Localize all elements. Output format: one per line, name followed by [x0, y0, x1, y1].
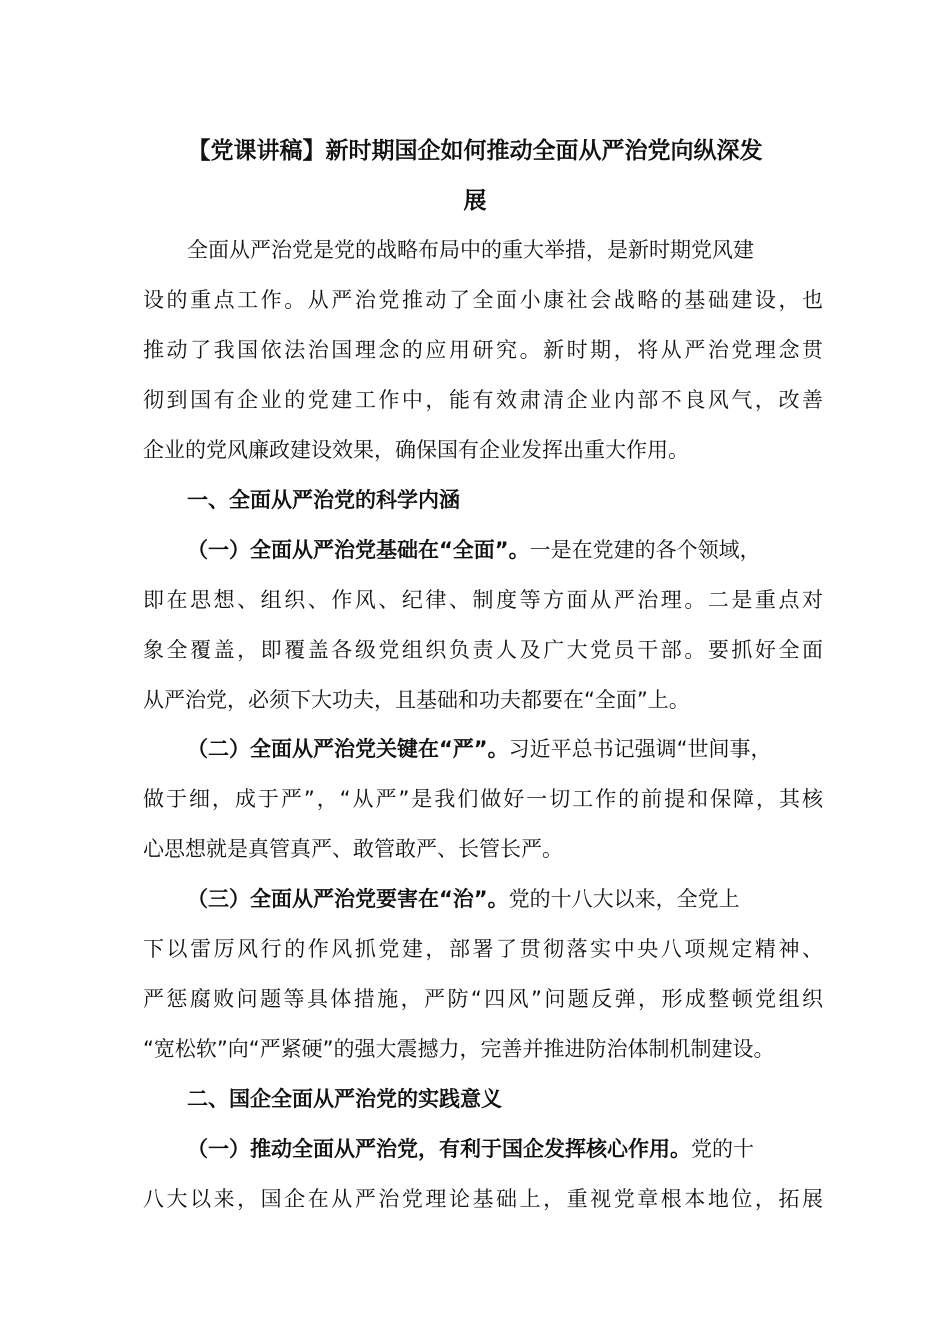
para-line: 心思想就是真管真严、敢管敢严、长管长严。 [143, 837, 563, 861]
section-2-heading: 二、国企全面从严治党的实践意义 [187, 1087, 502, 1111]
para-line: 严惩腐败问题等具体措施，严防“四风”问题反弹，形成整顿党组织 [143, 987, 823, 1011]
para-text: 一是在党建的各个领域， [529, 538, 761, 562]
para-line: 八大以来，国企在从严治党理论基础上，重视党章根本地位，拓展 [143, 1187, 823, 1211]
para-text: 习近平总书记强调“世间事， [508, 737, 772, 761]
document-title-line-2: 展 [463, 188, 487, 214]
section-1-para-3-first-line [187, 885, 827, 913]
subheading: （三）全面从严治党要害在“治”。 [187, 887, 509, 911]
document-title-line-1: 【党课讲稿】新时期国企如何推动全面从严治党向纵深发 [187, 138, 763, 164]
section-1-para-2-first-line [187, 735, 827, 763]
intro-line: 全面从严治党是党的战略布局中的重大举措，是新时期党风建 [187, 238, 754, 262]
intro-line: 推动了我国依法治国理念的应用研究。新时期，将从严治党理念贯 [143, 338, 823, 362]
subheading: （一）全面从严治党基础在“全面”。 [187, 538, 530, 562]
para-text: 党的十八大以来，全党上 [508, 887, 740, 911]
para-line: 下以雷厉风行的作风抓党建，部署了贯彻落实中央八项规定精神、 [143, 937, 823, 961]
para-line: 做于细，成于严”，“从严”是我们做好一切工作的前提和保障，其核 [143, 787, 823, 811]
intro-line: 企业的党风廉政建设效果，确保国有企业发挥出重大作用。 [143, 438, 689, 462]
section-2-para-1-first-line [187, 1135, 827, 1163]
para-line: 从严治党，必须下大功夫，且基础和功夫都要在“全面”上。 [143, 688, 690, 712]
para-line: 即在思想、组织、作风、纪律、制度等方面从严治理。二是重点对 [143, 588, 823, 612]
para-text: 党的十 [691, 1137, 754, 1161]
subheading: （一）推动全面从严治党，有利于国企发挥核心作用。 [187, 1137, 691, 1161]
para-line: “宽松软”向“严紧硬”的强大震撼力，完善并推进防治体制机制建设。 [143, 1037, 775, 1061]
section-1-heading: 一、全面从严治党的科学内涵 [187, 488, 460, 512]
intro-line: 设的重点工作。从严治党推动了全面小康社会战略的基础建设，也 [143, 288, 823, 312]
section-1-para-1-first-line [187, 536, 827, 564]
para-line: 象全覆盖，即覆盖各级党组织负责人及广大党员干部。要抓好全面 [143, 638, 823, 662]
intro-line: 彻到国有企业的党建工作中，能有效肃清企业内部不良风气，改善 [143, 388, 823, 412]
subheading: （二）全面从严治党关键在“严”。 [187, 737, 509, 761]
